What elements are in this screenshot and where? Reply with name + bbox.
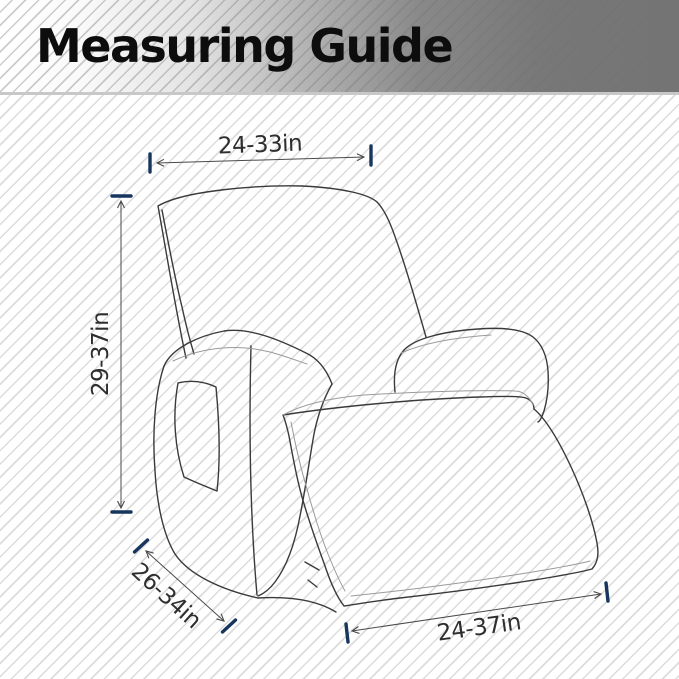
base-strut-2 — [308, 580, 317, 587]
recliner-detail-lines — [173, 335, 590, 596]
footrest-bottom-seam — [351, 561, 590, 596]
footrest-top-edge — [283, 396, 534, 415]
side-pocket — [175, 381, 219, 491]
cap-left — [346, 624, 348, 642]
header-banner — [0, 0, 679, 95]
recliner-outline — [154, 186, 598, 612]
left-armrest-outer-edge — [154, 366, 258, 598]
footrest-width-label: 24-37in — [435, 609, 523, 647]
cap-top — [135, 540, 148, 552]
right-armrest-outline — [394, 328, 548, 422]
cap-bottom — [223, 620, 236, 632]
right-armrest-seam — [401, 335, 491, 353]
measurement-back-height — [88, 196, 131, 512]
footrest-left-seam — [291, 422, 345, 591]
page-title: Measuring Guide — [36, 19, 453, 73]
seat-depth-label: 26-34in — [125, 558, 207, 634]
back-height-label: 29-37in — [88, 311, 114, 397]
measurement-top-width — [150, 131, 371, 172]
backrest-side-line — [162, 210, 194, 354]
armrest-front-left-edge — [250, 346, 257, 595]
measurement-seat-depth — [126, 540, 236, 634]
cap-right — [606, 583, 608, 601]
base-strut-1 — [305, 562, 319, 570]
top-width-label: 24-33in — [217, 130, 303, 160]
base-bottom-edge — [258, 598, 336, 612]
backrest-outline — [158, 186, 426, 358]
armrest-front-right-edge — [258, 384, 332, 596]
footrest-panel — [283, 409, 598, 606]
